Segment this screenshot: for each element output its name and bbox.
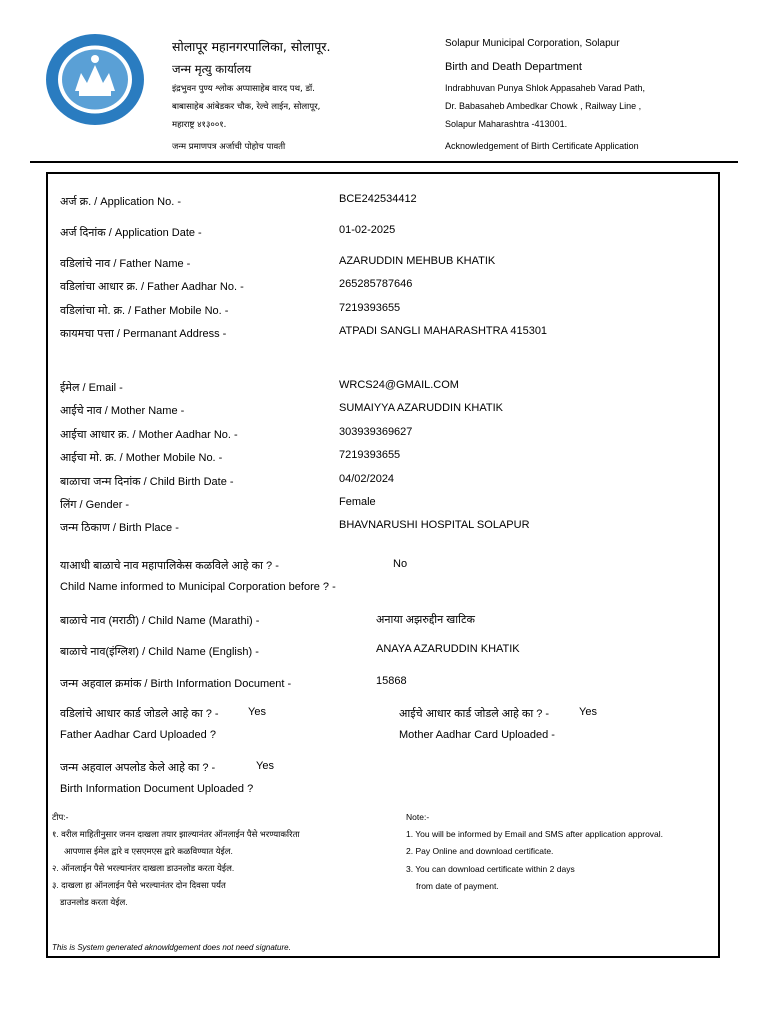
- municipal-seal-logo: [45, 33, 145, 126]
- father-aadhar-upload-label-english: Father Aadhar Card Uploaded ?: [60, 729, 216, 741]
- header-address-english-3: Solapur Maharashtra -413001.: [445, 119, 568, 129]
- email-value: WRCS24@GMAIL.COM: [339, 379, 459, 391]
- child-name-marathi-label: बाळाचे नाव (मराठी) / Child Name (Marathi) -: [60, 615, 260, 627]
- permanent-address-value: ATPADI SANGLI MAHARASHTRA 415301: [339, 325, 548, 337]
- mother-aadhar-upload-label-marathi: आईचे आधार कार्ड जोडले आहे का ? -: [399, 708, 550, 720]
- child-name-marathi-value: अनाया अझरुद्दीन खाटिक: [376, 614, 475, 626]
- email-label: ईमेल / Email -: [60, 382, 123, 394]
- mother-aadhar-upload-value: Yes: [579, 706, 597, 718]
- note-english-3: 3. You can download certificate within 2 days: [406, 864, 575, 874]
- mother-name-value: SUMAIYYA AZARUDDIN KHATIK: [339, 402, 504, 414]
- mother-name-label: आईचे नाव / Mother Name -: [60, 405, 185, 417]
- mother-aadhar-value: 303939369627: [339, 426, 413, 438]
- header-ack-marathi: जन्म प्रमाणपत्र अर्जाची पोहोच पावती: [172, 142, 286, 152]
- child-birth-date-label: बाळाचा जन्म दिनांक / Child Birth Date -: [60, 476, 234, 488]
- note-english-1: 1. You will be informed by Email and SMS after application approval.: [406, 829, 664, 839]
- mother-mobile-label: आईचा मो. क्र. / Mother Mobile No. -: [60, 452, 223, 464]
- header-divider: [30, 161, 738, 163]
- birth-doc-upload-label-marathi: जन्म अहवाल अपलोड केले आहे का ? -: [60, 762, 216, 774]
- note-english-2: 2. Pay Online and download certificate.: [406, 846, 554, 856]
- birth-info-doc-value: 15868: [376, 675, 407, 687]
- father-mobile-label: वडिलांचा मो. क्र. / Father Mobile No. -: [60, 305, 229, 317]
- gender-value: Female: [339, 496, 376, 508]
- father-aadhar-upload-value: Yes: [248, 706, 266, 718]
- father-aadhar-label: वडिलांचा आधार क्र. / Father Aadhar No. -: [60, 281, 244, 293]
- permanent-address-label: कायमचा पत्ता / Permanant Address -: [60, 328, 227, 340]
- header-title-marathi: सोलापूर महानगरपालिका, सोलापूर.: [172, 39, 331, 54]
- father-aadhar-upload-label-marathi: वडिलांचे आधार कार्ड जोडले आहे का ? -: [60, 708, 219, 720]
- system-generated-note: This is System generated aknowldgement does not need signature.: [52, 943, 291, 952]
- note-marathi-1-cont: आपणास ईमेल द्वारे व एसएमएस द्वारे कळविण्यात येईल.: [64, 846, 233, 856]
- name-informed-label-english: Child Name informed to Municipal Corporation before ? -: [60, 581, 336, 593]
- header-dept-marathi: जन्म मृत्यु कार्यालय: [172, 62, 252, 76]
- mother-aadhar-upload-label-english: Mother Aadhar Card Uploaded -: [399, 729, 555, 741]
- birth-place-value: BHAVNARUSHI HOSPITAL SOLAPUR: [339, 519, 530, 531]
- note-marathi-3: ३. दाखला हा ऑनलाईन पैसे भरल्यानंतर दोन दिवसा पर्यंत: [52, 880, 226, 890]
- header-dept-english: Birth and Death Department: [445, 61, 582, 73]
- application-date-value: 01-02-2025: [339, 224, 396, 236]
- birth-doc-upload-label-english: Birth Information Document Uploaded ?: [60, 783, 254, 795]
- child-birth-date-value: 04/02/2024: [339, 473, 395, 485]
- note-marathi-2: २. ऑनलाईन पैसे भरल्यानंतर दाखला डाउनलोड करता येईल.: [52, 863, 235, 873]
- notes-title-english: Note:-: [406, 812, 430, 822]
- gender-label: लिंग / Gender -: [60, 499, 130, 511]
- notes-title-marathi: टीप:-: [52, 812, 69, 822]
- application-date-label: अर्ज दिनांक / Application Date -: [60, 227, 202, 239]
- name-informed-label-marathi: याआधी बाळाचे नाव महापालिकेस कळविले आहे का ? -: [60, 560, 279, 572]
- child-name-english-label: बाळाचे नाव(इंग्लिश) / Child Name (English) -: [60, 646, 259, 658]
- header-address-marathi-2: बाबासाहेब आंबेडकर चौक, रेल्वे लाईन, सोलापूर,: [172, 102, 321, 112]
- note-marathi-3-cont: डाउनलोड करता येईल.: [60, 897, 128, 907]
- birth-info-doc-label: जन्म अहवाल क्रमांक / Birth Information Document -: [60, 678, 292, 690]
- application-no-label: अर्ज क्र. / Application No. -: [60, 196, 182, 208]
- name-informed-value: No: [393, 558, 408, 570]
- child-name-english-value: ANAYA AZARUDDIN KHATIK: [376, 643, 520, 655]
- mother-mobile-value: 7219393655: [339, 449, 401, 461]
- header-ack-english: Acknowledgement of Birth Certificate Application: [445, 141, 639, 151]
- mother-aadhar-label: आईचा आधार क्र. / Mother Aadhar No. -: [60, 429, 238, 441]
- father-aadhar-value: 265285787646: [339, 278, 413, 290]
- header-address-marathi-1: इंद्रभुवन पुण्य श्लोक अप्पासाहेब वारद पथ, डॉ.: [172, 84, 315, 94]
- header-address-english-2: Dr. Babasaheb Ambedkar Chowk , Railway Line ,: [445, 101, 642, 111]
- application-no-value: BCE242534412: [339, 193, 417, 205]
- birth-place-label: जन्म ठिकाण / Birth Place -: [60, 522, 179, 534]
- birth-doc-upload-value: Yes: [256, 760, 274, 772]
- header-address-marathi-3: महाराष्ट्र ४१३००१.: [172, 120, 227, 130]
- note-marathi-1: १. वरील माहितीनुसार जनन दाखला तयार झाल्यानंतर ऑनलाईन पैसे भरण्याकरिता: [52, 829, 300, 839]
- father-name-label: वडिलांचे नाव / Father Name -: [60, 258, 191, 270]
- header-title-english: Solapur Municipal Corporation, Solapur: [445, 38, 620, 49]
- note-english-3-cont: from date of payment.: [416, 881, 499, 891]
- father-name-value: AZARUDDIN MEHBUB KHATIK: [339, 255, 496, 267]
- header-address-english-1: Indrabhuvan Punya Shlok Appasaheb Varad Path,: [445, 83, 645, 93]
- father-mobile-value: 7219393655: [339, 302, 401, 314]
